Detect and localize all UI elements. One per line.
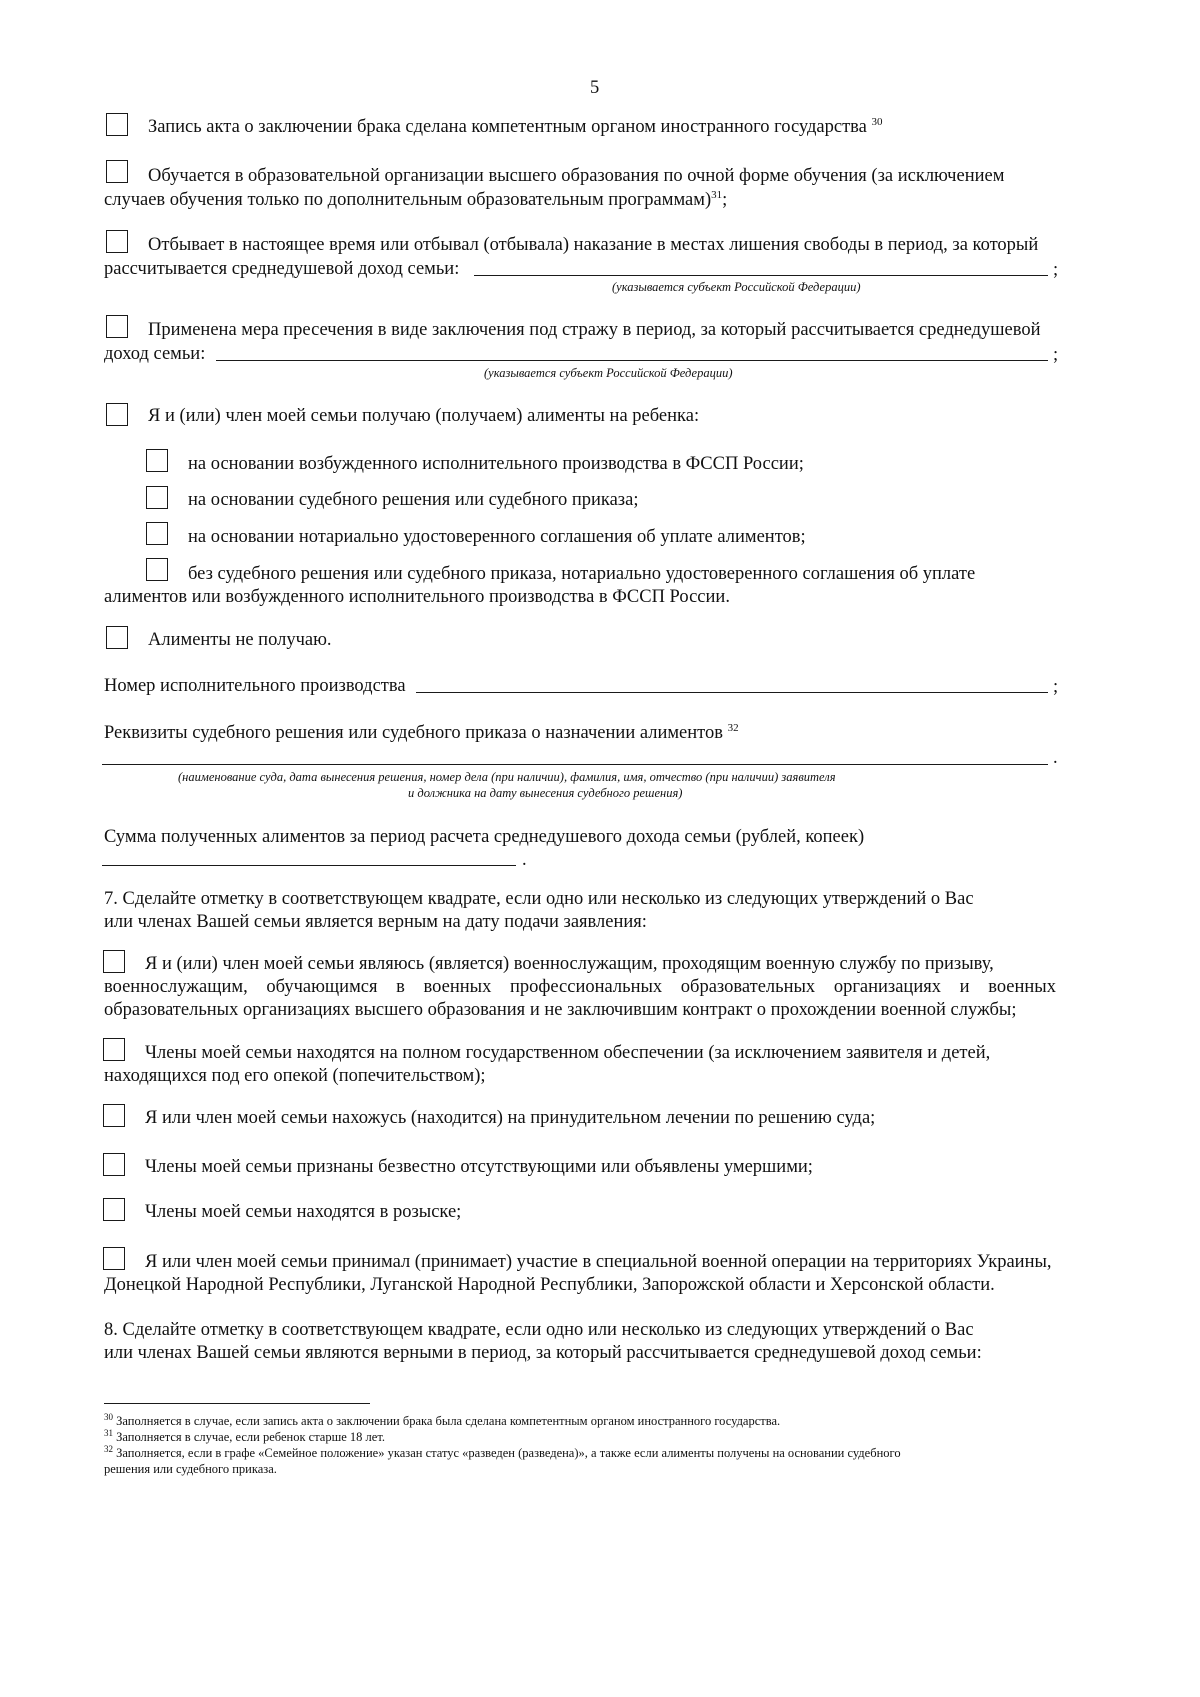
alimony-not-received-label: Алименты не получаю. [148,630,332,650]
checkbox-alimony-fssp[interactable] [146,449,168,472]
enforcement-number-field[interactable] [416,692,1048,693]
checkbox-state-support[interactable] [103,1038,125,1061]
study-label-line2: случаев обучения только по дополнительным образовательным программам)$^{31}$; [104,188,728,210]
checkbox-compulsory-treatment[interactable] [103,1104,125,1127]
wanted-label: Члены моей семьи находятся в розыске; [145,1202,462,1222]
detention-region-field[interactable] [216,360,1048,361]
checkbox-missing[interactable] [103,1153,125,1176]
footnote-ref-31: 31 [711,188,723,201]
alimony-voluntary-label-line1: без судебного решения или судебного приказа, нотариально удостоверенного соглашения об уплате [188,564,976,584]
alimony-sum-end: . [522,850,527,870]
checkbox-alimony-court[interactable] [146,486,168,509]
checkbox-wanted[interactable] [103,1198,125,1221]
alimony-fssp-label: на основании возбужденного исполнительного производства в ФССП России; [188,454,804,474]
alimony-sum-field[interactable] [102,865,516,866]
court-details-label: Реквизиты судебного решения или судебного приказа о назначении алиментов $^{32}$ [104,721,739,743]
state-support-label-line2: находящихся под его опекой (попечительством); [104,1066,486,1086]
checkbox-alimony-voluntary[interactable] [146,558,168,581]
checkbox-imprisonment[interactable] [106,230,128,253]
enforcement-number-label: Номер исполнительного производства [104,676,406,696]
checkbox-detention[interactable] [106,315,128,338]
alimony-court-label: на основании судебного решения или судебного приказа; [188,490,639,510]
court-details-end: . [1053,748,1058,768]
svo-participation-label-line2: Донецкой Народной Республики, Луганской Народной Республики, Запорожской области и Херсонской области. [104,1275,995,1295]
alimony-voluntary-label-line2: алиментов или возбужденного исполнительного производства в ФССП России. [104,587,730,607]
enforcement-number-semicolon: ; [1053,677,1059,697]
page-number: 5 [590,78,600,98]
military-service-label-line1: Я и (или) член моей семьи являюсь (является) военнослужащим, проходящим военную службу по призыву, [145,954,994,974]
military-service-label-line2: военнослужащим, обучающимся в военных профессиональных образовательных организациях и военных [104,977,1056,997]
marriage-foreign-label: Запись акта о заключении брака сделана компетентным органом иностранного государства $^{30}$ [148,115,883,137]
imprisonment-region-field[interactable] [474,275,1048,276]
section7-heading-line2: или членах Вашей семьи является верным на дату подачи заявления: [104,912,647,932]
footnote-32-line1: $^{32}$ Заполняется, если в графе «Семейное положение» указан статус «разведен (разведена)», а также если алименты получены на основании судебного [104,1443,901,1460]
detention-label-line1: Применена мера пресечения в виде заключения под стражу в период, за который рассчитывается среднедушевой [148,320,1041,340]
missing-label: Члены моей семьи признаны безвестно отсутствующими или объявлены умершими; [145,1157,813,1177]
footnote-separator [104,1403,370,1404]
footnote-ref-30: 30 [871,115,883,128]
alimony-received-label: Я и (или) член моей семьи получаю (получаем) алименты на ребенка: [148,406,700,426]
checkbox-alimony-received[interactable] [106,403,128,426]
imprisonment-label-line1: Отбывает в настоящее время или отбывал (отбывала) наказание в местах лишения свободы в период, за который [148,235,1039,255]
imprisonment-region-caption: (указывается субъект Российской Федерации) [612,280,861,294]
footnote-32-line2: решения или судебного приказа. [104,1462,277,1476]
detention-region-caption: (указывается субъект Российской Федерации) [484,366,733,380]
checkbox-full-time-study[interactable] [106,160,128,183]
checkbox-military-service[interactable] [103,950,125,973]
checkbox-marriage-foreign[interactable] [106,113,128,136]
detention-semicolon: ; [1053,345,1059,365]
military-service-label-line3: образовательных организациях высшего образования и не заключившим контракт о прохождении военной службы; [104,1000,1017,1020]
footnote-30: $^{30}$ Заполняется в случае, если запись акта о заключении брака была сделана компетентным органом иностранного государства. [104,1411,781,1428]
court-details-caption-line1: (наименование суда, дата вынесения решения, номер дела (при наличии), фамилия, имя, отчество (при наличии) заявителя [178,770,836,784]
section7-heading-line1: 7. Сделайте отметку в соответствующем квадрате, если одно или несколько из следующих утверждений о Вас [104,889,974,909]
court-details-caption-line2: и должника на дату вынесения судебного решения) [408,786,683,800]
imprisonment-label-line2: рассчитывается среднедушевой доход семьи: [104,259,460,279]
imprisonment-semicolon: ; [1053,260,1059,280]
court-details-field[interactable] [102,764,1048,765]
detention-label-line2: доход семьи: [104,344,206,364]
section8-heading-line1: 8. Сделайте отметку в соответствующем квадрате, если одно или несколько из следующих утверждений о Вас [104,1320,974,1340]
study-label-line1: Обучается в образовательной организации высшего образования по очной форме обучения (за исключением [148,166,1005,186]
checkbox-svo-participation[interactable] [103,1247,125,1270]
alimony-sum-label: Сумма полученных алиментов за период расчета среднедушевого дохода семьи (рублей, копеек) [104,827,865,847]
alimony-notary-label: на основании нотариально удостоверенного соглашения об уплате алиментов; [188,527,806,547]
checkbox-alimony-notary[interactable] [146,522,168,545]
compulsory-treatment-label: Я или член моей семьи нахожусь (находится) на принудительном лечении по решению суда; [145,1108,876,1128]
footnote-ref-32: 32 [727,721,739,734]
footnote-31: $^{31}$ Заполняется в случае, если ребенок старше 18 лет. [104,1427,385,1444]
checkbox-alimony-not-received[interactable] [106,626,128,649]
state-support-label-line1: Члены моей семьи находятся на полном государственном обеспечении (за исключением заявителя и детей, [145,1043,991,1063]
section8-heading-line2: или членах Вашей семьи являются верными в период, за который рассчитывается среднедушевой доход семьи: [104,1343,982,1363]
svo-participation-label-line1: Я или член моей семьи принимал (принимает) участие в специальной военной операции на территориях Украины, [145,1252,1052,1272]
